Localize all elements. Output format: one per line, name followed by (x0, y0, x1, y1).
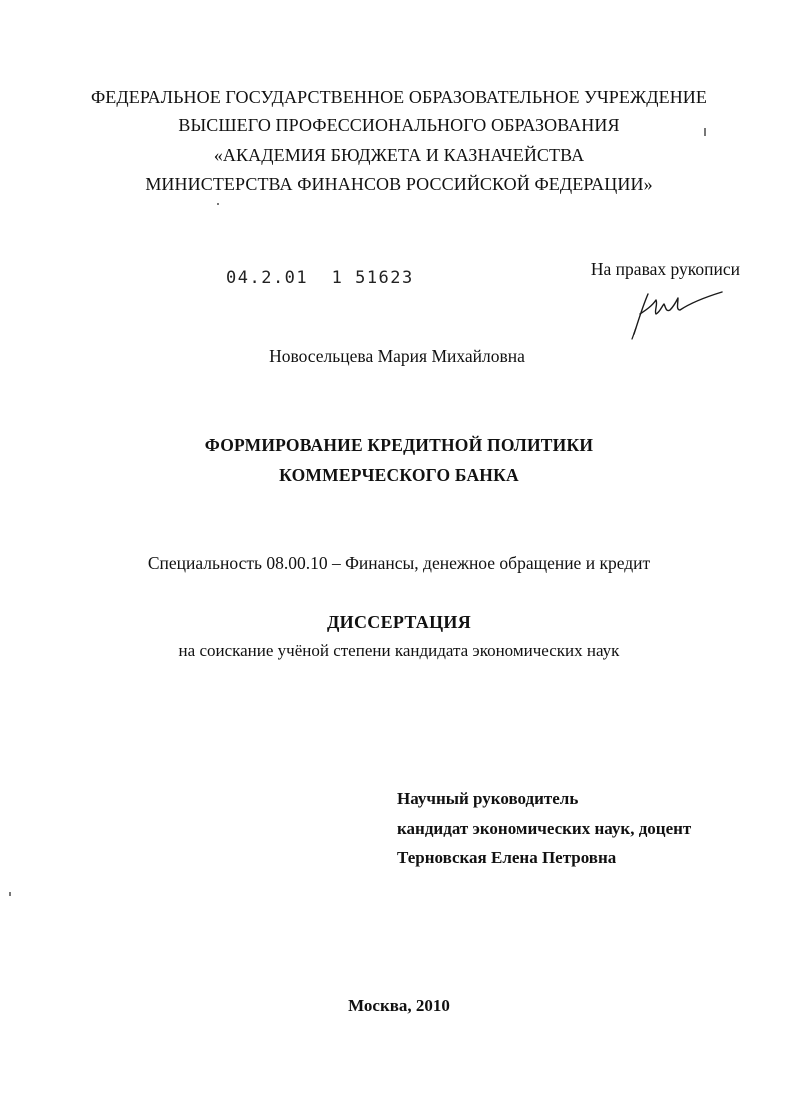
registration-code: 04.2.01 1 51623 (226, 268, 426, 288)
city-year: Москва, 2010 (348, 996, 450, 1015)
institution-line-3: «АКАДЕМИЯ БЮДЖЕТА И КАЗНАЧЕЙСТВА (213, 145, 585, 165)
dissertation-subtitle: на соискание учёной степени кандидата экономических наук (178, 641, 620, 660)
institution-line-1: ФЕДЕРАЛЬНОЕ ГОСУДАРСТВЕННОЕ ОБРАЗОВАТЕЛЬНОЕ УЧРЕЖДЕНИЕ (90, 87, 708, 107)
signature-icon (626, 284, 726, 340)
scan-speck (217, 203, 219, 205)
supervisor-name: Терновская Елена Петровна (397, 848, 617, 867)
thesis-title-line-1: ФОРМИРОВАНИЕ КРЕДИТНОЙ ПОЛИТИКИ (204, 435, 594, 455)
scan-speck (9, 892, 11, 896)
scan-speck (704, 128, 706, 136)
manuscript-note: На правах рукописи (590, 259, 740, 279)
supervisor-degree: кандидат экономических наук, доцент (397, 819, 692, 838)
specialty: Специальность 08.00.10 – Финансы, денежное обращение и кредит (147, 553, 651, 573)
supervisor-role: Научный руководитель (397, 789, 579, 808)
author-name: Новосельцева Мария Михайловна (269, 346, 525, 366)
dissertation-heading: ДИССЕРТАЦИЯ (326, 612, 471, 632)
thesis-title-line-2: КОММЕРЧЕСКОГО БАНКА (279, 465, 519, 485)
institution-line-2: ВЫСШЕГО ПРОФЕССИОНАЛЬНОГО ОБРАЗОВАНИЯ (178, 115, 620, 135)
institution-line-4: МИНИСТЕРСТВА ФИНАНСОВ РОССИЙСКОЙ ФЕДЕРАЦИИ» (145, 174, 653, 194)
